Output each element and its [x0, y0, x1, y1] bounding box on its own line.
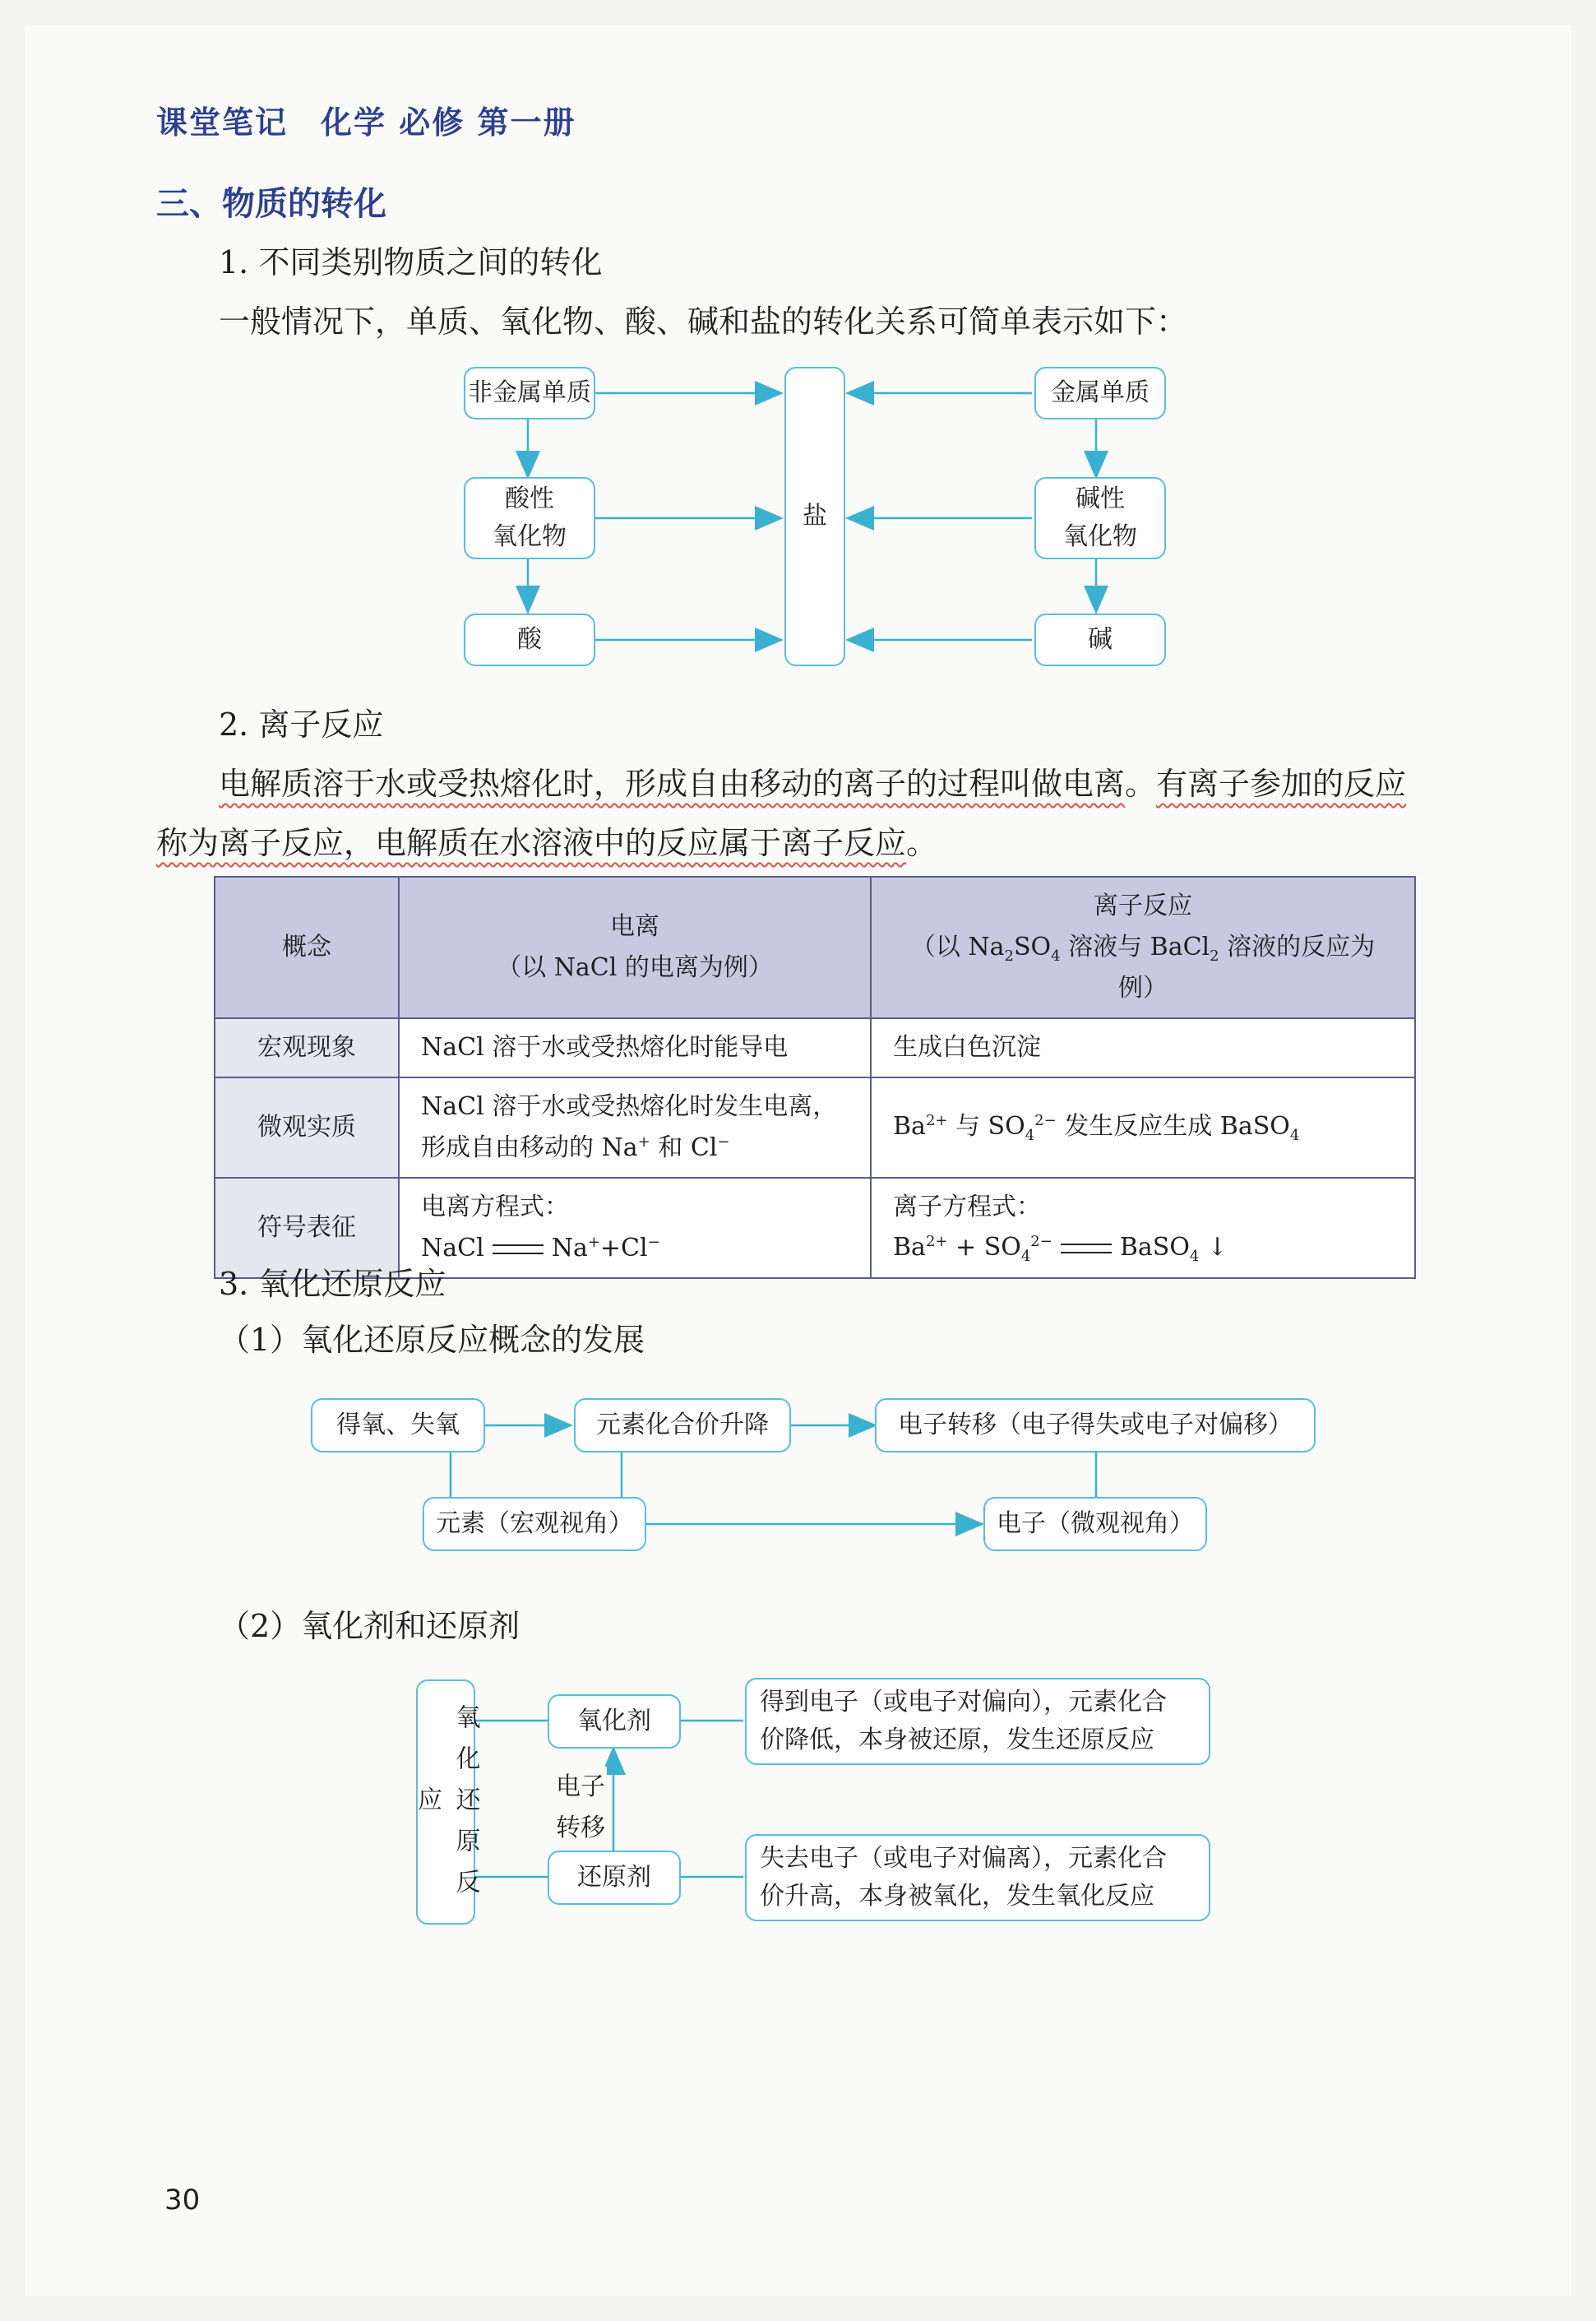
subsection-part-1: （1）氧化还原反应概念的发展 — [219, 1322, 645, 1358]
label-redox-reaction: 氧化还原反应 — [413, 1704, 480, 1910]
ionic-reaction-definition: 称为离子反应，电解质在水溶液中的反应属于离子反应 — [156, 825, 907, 861]
label-element-macro: 元素（宏观视角） — [436, 1508, 633, 1538]
ionization-definition: 电解质溶于水或受热熔化时，形成自由移动的离子的过程叫做电离 — [219, 766, 1126, 802]
label-reductant: 还原剂 — [577, 1862, 651, 1892]
cell-macro-ionization: NaCl 溶于水或受热熔化时能导电 — [399, 1018, 871, 1077]
row-head-symbol: 符号表征 — [215, 1178, 399, 1278]
cell-symbol-ionization: 电离方程式： NaCl Na++Cl− — [399, 1178, 871, 1278]
row-head-micro: 微观实质 — [215, 1077, 399, 1178]
label-nonmetal: 非金属单质 — [468, 378, 591, 407]
label-electron-micro: 电子（微观视角） — [997, 1508, 1194, 1538]
page-header: 课堂笔记 化学 必修 第一册 — [156, 104, 576, 141]
ionic-reaction-definition-start: 有离子参加的反应 — [1156, 766, 1407, 802]
label-electron-transfer: 电子转移（电子得失或电子对偏移） — [898, 1410, 1293, 1439]
box-reductant-description — [745, 1834, 1210, 1921]
label-base: 碱 — [1088, 624, 1113, 654]
ionization-paragraph-line-1: 电解质溶于水或受热熔化时，形成自由移动的离子的过程叫做电离。有离子参加的反应 — [219, 766, 1407, 802]
label-acidic-oxide: 酸性 氧化物 — [493, 484, 567, 551]
intro-paragraph: 一般情况下，单质、氧化物、酸、碱和盐的转化关系可简单表示如下： — [219, 303, 1188, 340]
label-oxidant: 氧化剂 — [577, 1706, 651, 1735]
label-acid: 酸 — [517, 624, 542, 654]
header-concept: 概念 — [215, 877, 399, 1018]
cell-symbol-reaction: 离子方程式： $Ba^{2+} + SO_4^{2-}$ BaSO$_4$ ↓ — [871, 1178, 1415, 1278]
label-oxidant-description: 得到电子（或电子对偏向），元素化合 价降低，本身被还原，发生还原反应 — [760, 1687, 1167, 1754]
label-valence-change: 元素化合价升降 — [596, 1410, 769, 1439]
label-salt: 盐 — [803, 501, 827, 530]
label-metal: 金属单质 — [1051, 378, 1150, 407]
cell-micro-ionization: NaCl 溶于水或受热熔化时发生电离， 形成自由移动的 Na+ 和 Cl− — [399, 1077, 871, 1178]
box-oxidant — [548, 1694, 681, 1749]
page-number: 30 — [164, 2184, 201, 2217]
section-title: 三、物质的转化 — [156, 185, 386, 223]
box-redox-reaction — [413, 1679, 480, 1925]
subsection-title-2: 2. 离子反应 — [219, 706, 384, 743]
label-reductant-description: 失去电子（或电子对偏离），元素化合 价升高，本身被氧化，发生氧化反应 — [760, 1843, 1167, 1911]
box-oxidant-description — [745, 1678, 1210, 1765]
label-basic-oxide: 碱性 氧化物 — [1063, 484, 1137, 551]
cell-macro-reaction: 生成白色沉淀 — [871, 1018, 1415, 1077]
subsection-title-1: 1. 不同类别物质之间的转化 — [219, 244, 603, 280]
box-reductant — [548, 1851, 681, 1905]
header-ionic-reaction: 离子反应 （以 $Na_2SO_4$ 溶液与 BaCl$_2$ 溶液的反应为例） — [871, 877, 1415, 1018]
header-ionization: 电离 （以 NaCl 的电离为例） — [399, 877, 871, 1018]
subsection-part-2: （2）氧化剂和还原剂 — [219, 1608, 520, 1644]
label-gain-lose-oxygen: 得氧、失氧 — [336, 1410, 460, 1439]
subsection-title-3: 3. 氧化还原反应 — [219, 1266, 446, 1302]
row-head-macro: 宏观现象 — [215, 1018, 399, 1077]
cell-micro-reaction: $Ba^{2+}$ 与 $SO_4^{2-}$ 发生反应生成 BaSO$_4$ — [871, 1077, 1415, 1178]
label-electron-transfer-vertical: 电子 转移 — [554, 1767, 607, 1848]
ionization-paragraph-line-2: 称为离子反应，电解质在水溶液中的反应属于离子反应。 — [156, 825, 938, 861]
